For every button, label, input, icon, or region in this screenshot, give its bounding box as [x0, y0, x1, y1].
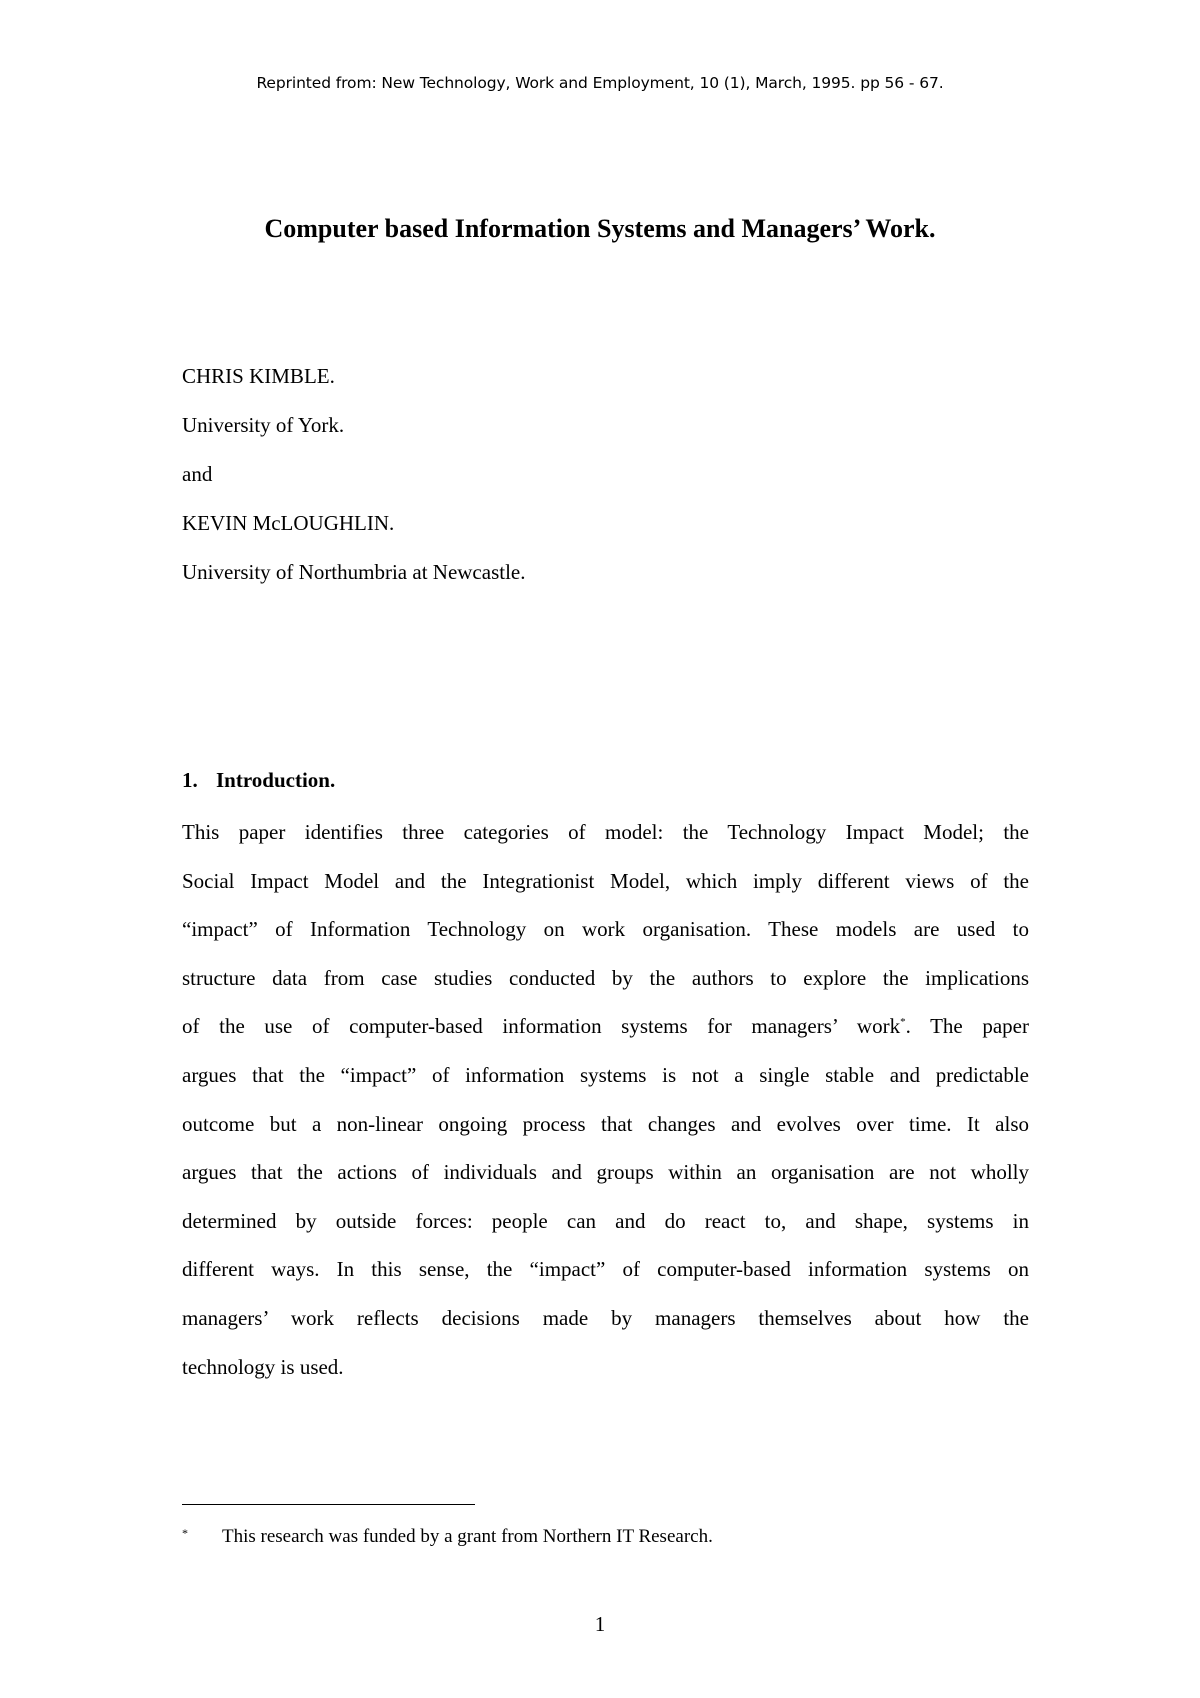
text-segment: . The paper — [905, 1014, 1029, 1039]
text-line: argues that the actions of individuals and groups within an organisation are not wholly — [182, 1160, 1029, 1185]
text-line: “impact” of Information Technology on work organisation. These models are used to — [182, 917, 1029, 942]
footnote-text: This research was funded by a grant from Northern IT Research. — [222, 1526, 713, 1547]
text-segment: of the use of computer-based information systems for managers’ work — [182, 1014, 901, 1039]
text-line — [182, 1002, 1029, 1051]
text-line: determined by outside forces: people can and do react to, and shape, systems in — [182, 1208, 1029, 1233]
text-line: different ways. In this sense, the “impact” of computer-based information systems on — [182, 1257, 1029, 1282]
author-name: KEVIN McLOUGHLIN. — [182, 511, 395, 535]
reprint-note: Reprinted from: New Technology, Work and Employment, 10 (1), March, 1995. pp 56 - 67. — [256, 74, 944, 92]
section-number: 1. — [182, 768, 198, 792]
footnote-divider — [182, 1504, 475, 1505]
text-line: managers’ work reflects decisions made by managers themselves about how the — [182, 1305, 1029, 1330]
page-number: 1 — [594, 1612, 606, 1636]
text-line: This paper identifies three categories of model: the Technology Impact Model; the — [182, 820, 1029, 844]
footnote-marker: * — [182, 1526, 188, 1540]
text-line: structure data from case studies conducted by the authors to explore the implications — [182, 965, 1029, 990]
introduction-paragraph — [182, 808, 1029, 1391]
author-affiliation: University of Northumbria at Newcastle. — [182, 560, 526, 584]
author-affiliation: University of York. — [182, 413, 345, 437]
text-line: Social Impact Model and the Integrationist Model, which imply different views of the — [182, 868, 1029, 893]
paper-title: Computer based Information Systems and Managers’ Work. — [264, 214, 936, 243]
section-heading — [182, 768, 335, 793]
text-line: outcome but a non-linear ongoing process that changes and evolves over time. It also — [182, 1111, 1029, 1136]
text-line: technology is used. — [182, 1354, 344, 1379]
section-title: Introduction. — [216, 768, 336, 792]
author-name: CHRIS KIMBLE. — [182, 364, 335, 388]
text-line: argues that the “impact” of information systems is not a single stable and predictable — [182, 1062, 1029, 1087]
footnote — [182, 1526, 713, 1548]
author-block — [182, 364, 526, 609]
footnote-reference: * — [900, 1016, 906, 1029]
author-conjunction: and — [182, 462, 213, 486]
